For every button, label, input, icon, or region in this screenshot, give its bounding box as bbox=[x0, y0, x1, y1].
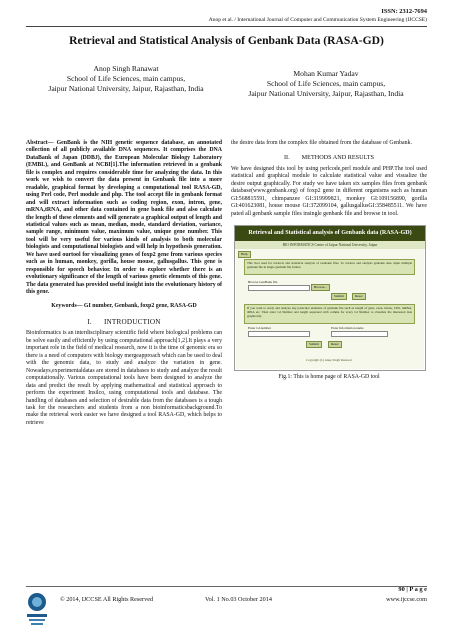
journal-citation: Anop et al. / International Journal of Computer and Communication System Engineering (IJCCSE) bbox=[208, 17, 427, 23]
author-affiliation: Jaipur National University, Jaipur, Rajasthan, India bbox=[48, 84, 204, 93]
author-affiliation: School of Life Sciences, main campus, bbox=[66, 74, 186, 83]
info-name-field[interactable] bbox=[331, 331, 388, 337]
section-number: I. bbox=[87, 317, 92, 326]
intro-continuation: the desire data from the complex file obtained from the database of Genbank. bbox=[231, 140, 412, 146]
submit-button[interactable]: Submit bbox=[331, 293, 347, 300]
section-number: II. bbox=[284, 154, 290, 162]
submit-button-2[interactable]: Submit bbox=[306, 341, 322, 348]
author-name: Anop Singh Ranawat bbox=[93, 64, 159, 73]
intro-panel: This Tool used for retrieval and statistical analysis of Genbank files. To retrieve and analysis genbank data, input multiple genbank file in single genbank file format. bbox=[244, 259, 415, 275]
gi-number-label: Enter GI number bbox=[248, 326, 271, 331]
gi-number-field[interactable] bbox=[248, 331, 310, 337]
left-column bbox=[26, 140, 222, 430]
info-panel: If you want to study and analyze any particular elements of genbank file such as length of gene, exon, intron, CDS, mRNA, tRNA etc. Then enter GI Number and length separated with comma for every GI Number to visualize the interested data graphically. bbox=[244, 304, 415, 324]
paper-title: Retrieval and Statistical Analysis of Genbank Data (RASA-GD) bbox=[69, 34, 384, 47]
footer-divider bbox=[26, 586, 427, 587]
author-name: Mohan Kumar Yadav bbox=[293, 69, 359, 78]
section-title: METHODS AND RESULTS bbox=[301, 154, 374, 162]
copyright-notice: © 2014, IJCCSE All Rights Reserved bbox=[60, 596, 154, 603]
volume-info: Vol. 1 No.03 October 2014 bbox=[205, 596, 272, 603]
header-divider bbox=[26, 26, 427, 27]
right-column bbox=[231, 140, 427, 382]
methods-text: We have designed this tool by using perlcode,perl module and PHP.The tool used statistical and graphical module to calculate statistical value and visualize the desire output graphically. For study we have taken six samples files from genbank database(www.genbank.org) of foxp2 gene in different organisms such as human GI:568815591, chimpanzee GI:319999821, monkey GI:109156890, gorilla GI:401623081, house mouse GI:372099104, gallusgallusGI:358485511. We have pated all genbank sample files insingle genbank file and browse in tool. bbox=[231, 165, 427, 217]
info-name-label: Enter Information name bbox=[331, 326, 364, 331]
issn-label: ISSN: 2312-7694 bbox=[381, 8, 427, 15]
reset-button[interactable]: Reset bbox=[352, 293, 366, 300]
journal-logo bbox=[22, 590, 52, 632]
section-title: INTRODUCTION bbox=[103, 317, 161, 326]
abstract: Abstract— GenBank is the NIH genetic sequence database, an annotated collection of all publicly available DNA sequences. It comprises the DNA DataBank of Japan (DDBJ), the European Molecular Biology Laboratory (EMBL), and GenBank at NCBI[1].The information retrieved in a genbank file is complex and requires considerable time for analyzing the data. In this work we wish to convert the data present in Genbank file into a more readable, graphical format by developing a computational tool RASA-GD, using Perl code, Perl module and php. The tool accept file in genbank format and will extract information such as coding region, exon, intron, gene, mRNA,tRNA, and other data contained in gene bank file and also calculate the length of these elements and will generate a graphical output of length and statistical values such as mean, median, mode, standard deviation, variance, sample range, minimum value, maximum value, unique gene number. This tool will be very useful for various kinds of analysis to both molecular biologists and computational biologists and will help in hypothesis generation. We have used ourtool for visualizing genes of foxp2 gene from various species such as in human, monkey, gorilla, house mouse, gallusgallus. This gene is responsible for speech behavior. In order to explore whether there is an evolutionary significance of the length of various genetic elements of this gene. The data generated has provided useful insight into the evolutionary history of this gene. bbox=[26, 140, 222, 296]
browse-label: Browse GenBank file bbox=[248, 280, 278, 285]
introduction-text: Bioinformatics is an interdisciplinary scientific field where biological problems can be solve easily and efficiently by using computational approach[1,2].It plays a very important role in the field of medical research, now it is the time of genomic era so there is a need of computers with biology mergeapproach which can be used to deal with the genomic data, to study and analyze the variation in gene. Nowadays,experimentaldatas are stored in databases to study and analyze the result computationally. Various computational tools have been designed to analyze the data and predict the result by applying mathematical and statistical approach to perform the experiment Insilco, using computational tools and database. The handling of databases and selection of desirable data from the databases is a tough task for the researchers and students from a non bioinformaticsbackground.To make the retrieval work easier we have designed a tool RASA-GD, which helps to retrieve bbox=[26, 330, 222, 426]
author-block-2 bbox=[226, 69, 426, 99]
browse-button[interactable]: Browse... bbox=[311, 284, 330, 291]
help-button[interactable]: Help bbox=[238, 251, 251, 258]
app-subtitle: BIO INFORMATICS Centre of Jaipur National University, Jaipur bbox=[235, 241, 425, 249]
author-block-1 bbox=[26, 64, 226, 94]
reset-button-2[interactable]: Reset bbox=[328, 341, 342, 348]
author-affiliation: Jaipur National University, Jaipur, Rajasthan, India bbox=[248, 89, 404, 98]
section-heading-methods bbox=[231, 154, 427, 161]
author-affiliation: School of Life Sciences, main campus, bbox=[266, 79, 386, 88]
figure-caption: Fig.1: This is home page of RASA-GD tool bbox=[278, 374, 380, 381]
app-body bbox=[236, 249, 424, 369]
keywords: Keywords— GI number, Genbank, foxp2 gene, RASA-GD bbox=[51, 302, 197, 309]
page-number: 90 | P a g e bbox=[398, 586, 427, 593]
figure-rasa-gd-screenshot bbox=[234, 225, 426, 371]
app-footer: Copyright (C) Anup Singh Ranawat bbox=[306, 358, 352, 363]
app-title-bar: Retrieval and Statistical analysis of Genbank data (RASA-GD) bbox=[235, 226, 425, 241]
file-path-field[interactable] bbox=[248, 285, 310, 291]
journal-website: www.ijccse.com bbox=[386, 596, 427, 603]
section-heading-introduction bbox=[26, 319, 222, 326]
